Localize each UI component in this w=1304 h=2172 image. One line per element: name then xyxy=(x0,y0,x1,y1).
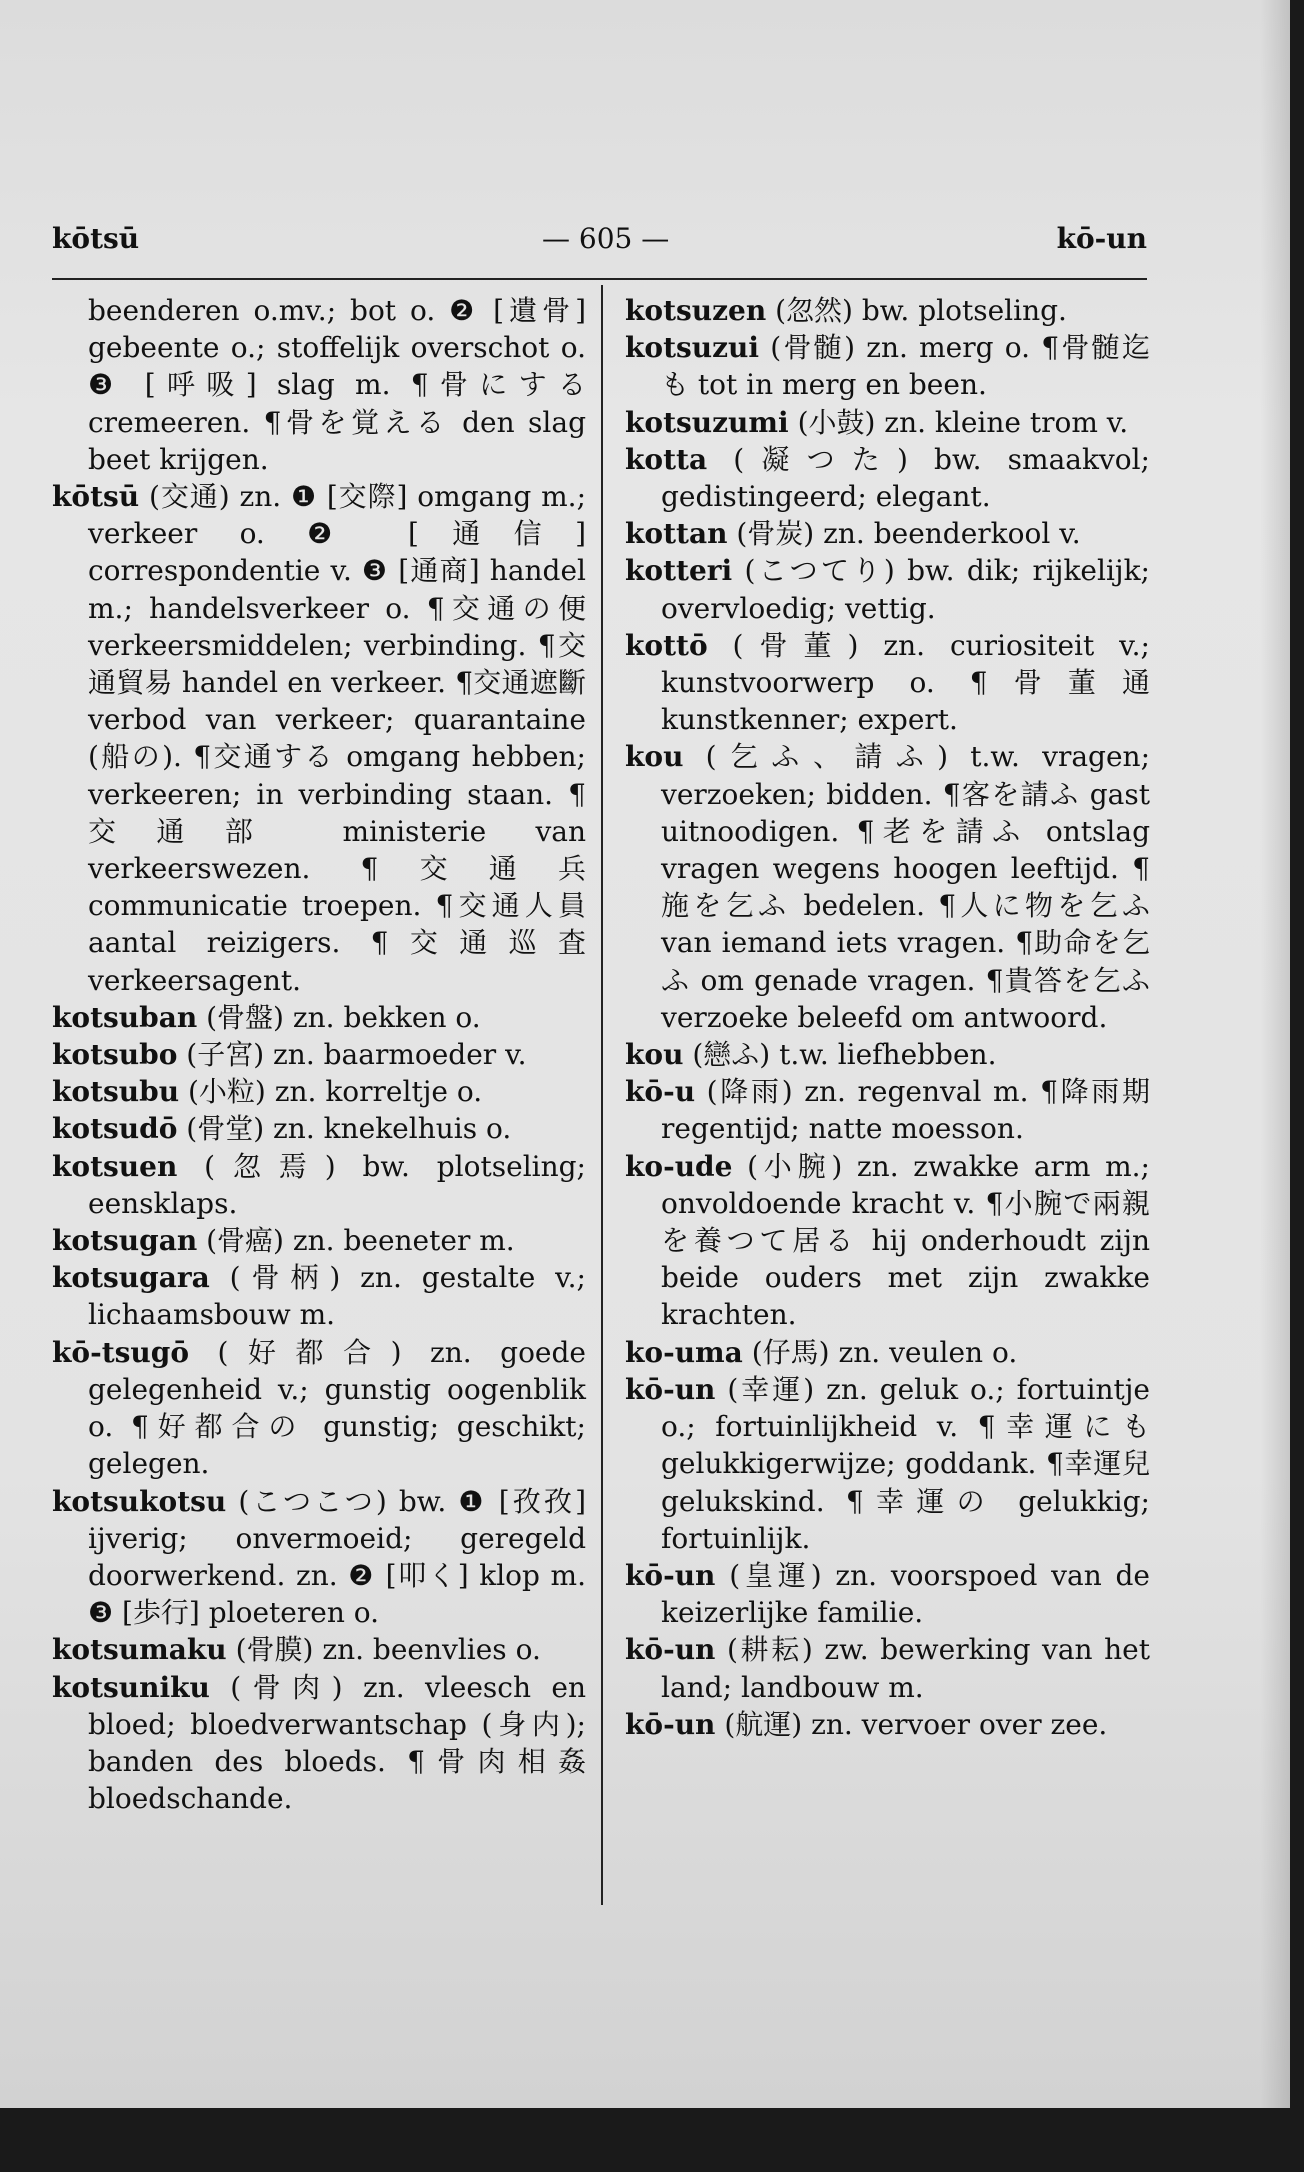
entry-definition: (骨膜) zn. beenvlies o. xyxy=(235,1633,541,1667)
dictionary-entry xyxy=(52,1110,586,1147)
dictionary-entry xyxy=(625,292,1150,329)
running-head-left: kōtsū xyxy=(52,222,140,255)
entry-headword: kō-u xyxy=(625,1075,696,1109)
entry-headword: kotsuniku xyxy=(52,1670,210,1704)
entry-definition: (骨堂) zn. knekelhuis o. xyxy=(186,1112,512,1146)
entry-definition: (こつてり) bw. dik; rijkelijk; overvloedig; vettig. xyxy=(661,554,1150,625)
entry-headword: kotsuzen xyxy=(625,294,767,327)
dictionary-entry xyxy=(52,1631,586,1668)
dictionary-entry xyxy=(52,999,586,1036)
entry-definition: (こつこつ) bw. ❶ [孜孜] ijverig; onvermoeid; geregeld doorwerkend. zn. ❷ [叩く] klop m. ❸ [歩行] ploeteren o. xyxy=(88,1484,586,1630)
running-head xyxy=(52,222,1147,262)
entry-headword: kō-un xyxy=(625,1558,716,1592)
entry-definition: (子宮) zn. baarmoeder v. xyxy=(186,1038,527,1072)
dictionary-entry xyxy=(625,1148,1150,1334)
entry-headword: kō-un xyxy=(625,1707,716,1741)
dictionary-entry xyxy=(625,1706,1150,1743)
entry-headword: kō-tsugō xyxy=(52,1335,190,1369)
entry-definition: (骨髄) zn. merg o. ¶骨髄迄も tot in merg en been. xyxy=(661,331,1150,402)
dictionary-entry xyxy=(625,404,1150,441)
dictionary-entry xyxy=(625,627,1150,739)
entry-headword: kōtsū xyxy=(52,480,140,514)
entry-definition: (皇運) zn. voorspoed van de keizerlijke familie. xyxy=(661,1558,1150,1630)
column-divider xyxy=(601,285,603,1905)
entry-headword: kō-un xyxy=(625,1633,716,1667)
entry-definition: (骨炭) zn. beenderkool v. xyxy=(736,517,1081,551)
dictionary-entry xyxy=(52,292,586,478)
dictionary-entry xyxy=(625,1371,1150,1557)
entry-headword: ko-ude xyxy=(625,1149,733,1183)
running-head-right: kō-un xyxy=(1056,222,1147,255)
entry-headword: kotsuen xyxy=(52,1149,178,1183)
page-number: — 605 — xyxy=(542,222,670,255)
dictionary-entry xyxy=(625,738,1150,1036)
dictionary-entry xyxy=(52,1334,586,1483)
dictionary-entry xyxy=(625,552,1150,626)
entry-definition: (小粒) zn. korreltje o. xyxy=(187,1075,483,1109)
dictionary-entry xyxy=(52,1259,586,1333)
entry-headword: kottan xyxy=(625,517,728,551)
left-column xyxy=(52,292,586,1817)
entry-headword: kottō xyxy=(625,628,708,662)
dictionary-entry xyxy=(625,1073,1150,1147)
entry-headword: kotsuzui xyxy=(625,331,760,365)
entry-definition: (好都合) zn. goede gelegenheid v.; gunstig oogenblik o. ¶好都合の gunstig; geschikt; gelegen. xyxy=(88,1335,586,1481)
entry-definition: (骨柄) zn. gestalte v.; lichaamsbouw m. xyxy=(88,1261,586,1332)
entry-definition: (交通) zn. ❶ [交際] omgang m.; verkeer o. ❷ [通信] correspondentie v. ❸ [通商] handel m.; handelsverkeer o. ¶交通の便 verkeersmiddelen; verbinding. ¶交通貿易 handel en verkeer. ¶交通遮斷 verbod van verkeer; quarantaine (船の). ¶交通する omgang hebben; verkeeren; in verbinding staan. ¶交通部 ministerie van verkeerswezen. ¶交通兵 communicatie troepen. ¶交通人員 aantal reizigers. ¶交通巡査 verkeersagent. xyxy=(88,480,586,997)
entry-headword: kotteri xyxy=(625,554,733,588)
dictionary-entry xyxy=(625,1557,1150,1631)
dictionary-entry xyxy=(625,1334,1150,1371)
dictionary-entry xyxy=(625,329,1150,403)
page-edge-shadow xyxy=(1260,0,1290,2108)
entry-headword: kotsuzumi xyxy=(625,405,789,439)
entry-headword: kotsugara xyxy=(52,1261,210,1295)
dictionary-entry xyxy=(52,1036,586,1073)
entry-headword: kotsuban xyxy=(52,1000,198,1034)
entry-definition: (骨董) zn. curiositeit v.; kunstvoorwerp o. ¶骨董通 kunstkenner; expert. xyxy=(661,628,1150,737)
entry-headword: kotsukotsu xyxy=(52,1484,227,1518)
entry-headword: kotsugan xyxy=(52,1224,198,1258)
dictionary-entry xyxy=(625,441,1150,515)
entry-headword: kou xyxy=(625,1038,684,1072)
entry-definition: (航運) zn. vervoer over zee. xyxy=(724,1707,1108,1741)
entry-definition: beenderen o.mv.; bot o. ❷ [遺骨] gebeente o.; stoffelijk overschot o. ❸ [呼吸] slag m. ¶骨にする cremeeren. ¶骨を覚える den slag beet krijgen. xyxy=(88,294,586,476)
dictionary-entry xyxy=(52,1222,586,1259)
dictionary-entry xyxy=(52,1073,586,1110)
entry-definition: (忽焉) bw. plotseling; eensklaps. xyxy=(88,1149,586,1220)
entry-headword: kou xyxy=(625,740,684,774)
dictionary-entry xyxy=(52,478,586,999)
entry-definition: (戀ふ) t.w. liefhebben. xyxy=(692,1038,997,1072)
entry-definition: (骨癌) zn. beeneter m. xyxy=(206,1224,515,1258)
dictionary-entry xyxy=(52,1148,586,1222)
header-rule xyxy=(52,278,1147,280)
dictionary-entry xyxy=(52,1669,586,1818)
entry-definition: (小鼓) zn. kleine trom v. xyxy=(797,405,1129,439)
entry-definition: (小腕) zn. zwakke arm m.; onvoldoende kracht v. ¶小腕で兩親を養つて居る hij onderhoudt zijn beide ouders met zijn zwakke krachten. xyxy=(661,1149,1150,1332)
entry-headword: kotsudō xyxy=(52,1112,178,1146)
right-column xyxy=(625,292,1150,1743)
entry-definition: (耕耘) zw. bewerking van het land; landbouw m. xyxy=(661,1633,1150,1704)
entry-definition: (骨肉) zn. vleesch en bloed; bloedverwantschap (身内); banden des bloeds. ¶骨肉相姦 bloedschande. xyxy=(88,1670,586,1816)
entry-definition: (幸運) zn. geluk o.; fortuintje o.; fortuinlijkheid v. ¶幸運にも gelukkigerwijze; goddank. ¶幸運兒 gelukskind. ¶幸運の gelukkig; fortuinlijk. xyxy=(661,1372,1150,1555)
entry-definition: (凝つた) bw. smaakvol; gedistingeerd; elegant. xyxy=(661,442,1150,514)
dictionary-entry xyxy=(625,1036,1150,1073)
entry-definition: (乞ふ、請ふ) t.w. vragen; verzoeken; bidden. ¶客を請ふ gast uitnoodigen. ¶老を請ふ ontslag vragen wegens hoogen leeftijd. ¶施を乞ふ bedelen. ¶人に物を乞ふ van iemand iets vragen. ¶助命を乞ふ om genade vragen. ¶貴答を乞ふ verzoeke beleefd om antwoord. xyxy=(661,740,1151,1034)
entry-headword: kotsumaku xyxy=(52,1633,227,1667)
dictionary-entry xyxy=(52,1483,586,1632)
entry-headword: ko-uma xyxy=(625,1335,743,1369)
entry-headword: kotsubu xyxy=(52,1075,180,1109)
entry-headword: kō-un xyxy=(625,1372,716,1406)
dictionary-entry xyxy=(625,1631,1150,1705)
dictionary-entry xyxy=(625,515,1150,552)
entry-headword: kotta xyxy=(625,442,708,476)
entry-definition: (降雨) zn. regenval m. ¶降雨期 regentijd; natte moesson. xyxy=(661,1075,1150,1146)
entry-definition: (仔馬) zn. veulen o. xyxy=(751,1335,1018,1369)
entry-definition: (忽然) bw. plotseling. xyxy=(775,294,1067,327)
entry-headword: kotsubo xyxy=(52,1038,178,1072)
entry-definition: (骨盤) zn. bekken o. xyxy=(206,1000,481,1034)
